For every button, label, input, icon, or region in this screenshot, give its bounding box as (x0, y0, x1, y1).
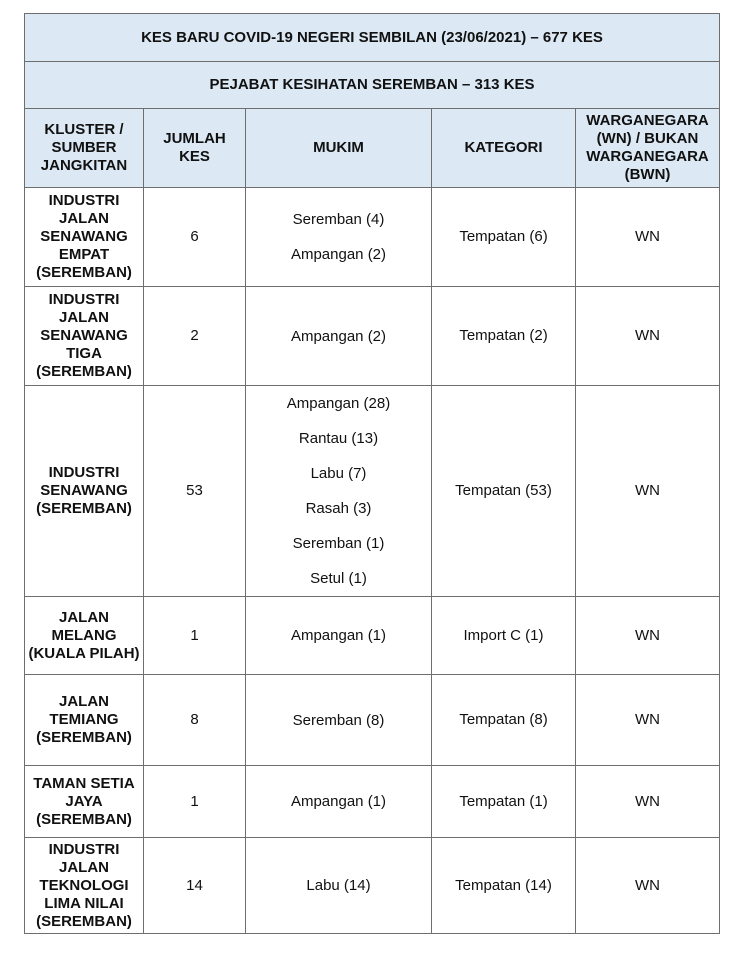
header-row (25, 109, 720, 188)
mukim-entry: Seremban (4) (292, 211, 385, 228)
citizenship: WN (576, 766, 720, 838)
mukim-entry: Ampangan (1) (290, 627, 387, 644)
category: Tempatan (2) (432, 287, 576, 386)
mukim-entry: Labu (7) (310, 465, 367, 482)
case-count: 14 (144, 838, 246, 934)
mukim-cell (246, 766, 432, 838)
table-body (25, 188, 720, 934)
case-count: 8 (144, 675, 246, 766)
citizenship: WN (576, 386, 720, 597)
category: Import C (1) (432, 597, 576, 675)
report-sheet (24, 13, 719, 934)
mukim-cell (246, 675, 432, 766)
cluster-name: JALAN TEMIANG (SEREMBAN) (25, 675, 144, 766)
cluster-name: INDUSTRI SENAWANG (SEREMBAN) (25, 386, 144, 597)
cluster-name: INDUSTRI JALAN TEKNOLOGI LIMA NILAI (SEREMBAN) (25, 838, 144, 934)
mukim-entry: Labu (14) (306, 877, 371, 894)
mukim-cell (246, 838, 432, 934)
mukim-entry: Rasah (3) (305, 500, 372, 517)
category: Tempatan (53) (432, 386, 576, 597)
cluster-name: INDUSTRI JALAN SENAWANG TIGA (SEREMBAN) (25, 287, 144, 386)
title-row (25, 14, 720, 62)
header-cluster: KLUSTER / SUMBER JANGKITAN (25, 109, 144, 188)
header-mukim: MUKIM (246, 109, 432, 188)
case-count: 53 (144, 386, 246, 597)
citizenship: WN (576, 597, 720, 675)
mukim-entry: Ampangan (2) (290, 327, 387, 345)
table-row (25, 386, 720, 597)
cluster-name: TAMAN SETIA JAYA (SEREMBAN) (25, 766, 144, 838)
category: Tempatan (1) (432, 766, 576, 838)
cases-table (24, 13, 720, 934)
case-count: 2 (144, 287, 246, 386)
mukim-entry: Setul (1) (310, 570, 367, 587)
case-count: 1 (144, 766, 246, 838)
case-count: 6 (144, 188, 246, 287)
mukim-cell (246, 287, 432, 386)
header-citizenship: WARGANEGARA (WN) / BUKAN WARGANEGARA (BWN) (576, 109, 720, 188)
table-row (25, 766, 720, 838)
header-count: JUMLAH KES (144, 109, 246, 188)
table-row (25, 838, 720, 934)
citizenship: WN (576, 287, 720, 386)
mukim-entry: Rantau (13) (298, 430, 379, 447)
report-title: KES BARU COVID-19 NEGERI SEMBILAN (23/06/2021) – 677 KES (25, 14, 720, 62)
mukim-entry: Seremban (1) (292, 535, 385, 552)
table-row (25, 188, 720, 287)
category: Tempatan (6) (432, 188, 576, 287)
report-subtitle: PEJABAT KESIHATAN SEREMBAN – 313 KES (25, 62, 720, 109)
table-row (25, 597, 720, 675)
cluster-name: JALAN MELANG (KUALA PILAH) (25, 597, 144, 675)
mukim-entry: Ampangan (28) (286, 395, 391, 412)
case-count: 1 (144, 597, 246, 675)
mukim-cell (246, 188, 432, 287)
mukim-cell (246, 386, 432, 597)
table-row (25, 287, 720, 386)
category: Tempatan (14) (432, 838, 576, 934)
header-category: KATEGORI (432, 109, 576, 188)
category: Tempatan (8) (432, 675, 576, 766)
citizenship: WN (576, 675, 720, 766)
mukim-cell (246, 597, 432, 675)
citizenship: WN (576, 188, 720, 287)
citizenship: WN (576, 838, 720, 934)
mukim-entry: Ampangan (1) (290, 793, 387, 810)
cluster-name: INDUSTRI JALAN SENAWANG EMPAT (SEREMBAN) (25, 188, 144, 287)
mukim-entry: Ampangan (2) (290, 246, 387, 263)
subtitle-row (25, 62, 720, 109)
table-row (25, 675, 720, 766)
mukim-entry: Seremban (8) (292, 711, 385, 729)
